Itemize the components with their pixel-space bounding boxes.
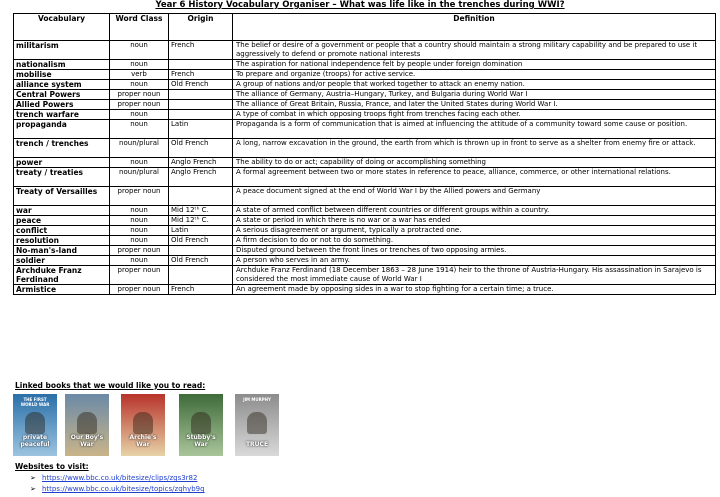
word-class-cell: noun (110, 110, 169, 120)
origin-cell: Old French (169, 80, 233, 90)
definition-cell: A state of armed conflict between different countries or different groups within a country. (233, 206, 716, 216)
origin-cell (169, 246, 233, 256)
word-class-cell: proper noun (110, 100, 169, 110)
vocabulary-term: propaganda (14, 120, 110, 139)
origin-cell (169, 266, 233, 285)
word-class-cell: proper noun (110, 285, 169, 295)
vocabulary-term: trench / trenches (14, 139, 110, 158)
definition-cell: A serious disagreement or argument, typically a protracted one. (233, 226, 716, 236)
origin-cell (169, 90, 233, 100)
definition-cell: The aspiration for national independence felt by people under foreign domination (233, 60, 716, 70)
book-author-text: JIM MURPHY (243, 397, 271, 402)
definition-cell: A firm decision to do or not to do something. (233, 236, 716, 246)
table-row (14, 216, 716, 226)
definition-cell: The alliance of Germany, Austria–Hungary, Turkey, and Bulgaria during World War I (233, 90, 716, 100)
origin-cell (169, 60, 233, 70)
book-cover[interactable] (65, 394, 109, 456)
table-row (14, 139, 716, 158)
table-row (14, 41, 716, 60)
books-heading: Linked books that we would like you to read: (15, 381, 206, 390)
book-illustration (77, 412, 97, 434)
table-row (14, 168, 716, 187)
arrow-bullet-icon: ➢ (30, 474, 36, 482)
book-cover[interactable] (13, 394, 57, 456)
website-list-item (30, 484, 205, 495)
table-row (14, 246, 716, 256)
definition-cell: Archduke Franz Ferdinand (18 December 1863 – 28 June 1914) heir to the throne of Austria-Hungary. His assassination in Sarajevo is considered the most immediate cause of World War I (233, 266, 716, 285)
vocabulary-rows (14, 41, 716, 295)
origin-cell: Latin (169, 120, 233, 139)
definition-cell: A state or period in which there is no war or a war has ended (233, 216, 716, 226)
origin-cell (169, 187, 233, 206)
website-links (30, 473, 205, 495)
book-illustration (247, 412, 267, 434)
word-class-cell: noun (110, 216, 169, 226)
table-row (14, 100, 716, 110)
word-class-cell: noun (110, 120, 169, 139)
definition-cell: To prepare and organize (troops) for active service. (233, 70, 716, 80)
table-row (14, 90, 716, 100)
word-class-cell: noun (110, 80, 169, 90)
vocabulary-term: soldier (14, 256, 110, 266)
table-row (14, 60, 716, 70)
origin-cell: French (169, 70, 233, 80)
vocabulary-term: conflict (14, 226, 110, 236)
table-row (14, 285, 716, 295)
word-class-cell: noun/plural (110, 139, 169, 158)
definition-cell: An agreement made by opposing sides in a war to stop fighting for a certain time; a truce. (233, 285, 716, 295)
definition-cell: A type of combat in which opposing troops fight from trenches facing each other. (233, 110, 716, 120)
vocabulary-term: nationalism (14, 60, 110, 70)
word-class-cell: noun/plural (110, 168, 169, 187)
vocabulary-term: militarism (14, 41, 110, 60)
vocabulary-term: Central Powers (14, 90, 110, 100)
table-row (14, 70, 716, 80)
word-class-cell: noun (110, 158, 169, 168)
vocabulary-term: treaty / treaties (14, 168, 110, 187)
vocabulary-term: Allied Powers (14, 100, 110, 110)
word-class-cell: noun (110, 60, 169, 70)
vocabulary-term: peace (14, 216, 110, 226)
origin-cell: French (169, 41, 233, 60)
vocabulary-term: Archduke Franz Ferdinand (14, 266, 110, 285)
vocabulary-term: Treaty of Versailles (14, 187, 110, 206)
word-class-cell: verb (110, 70, 169, 80)
vocabulary-term: alliance system (14, 80, 110, 90)
table-row (14, 266, 716, 285)
definition-cell: Propaganda is a form of communication that is aimed at influencing the attitude of a community toward some cause or position. (233, 120, 716, 139)
page-title: Year 6 History Vocabulary Organiser – What was life like in the trenches during WWI? (155, 0, 565, 10)
vocabulary-term: Armistice (14, 285, 110, 295)
table-row (14, 80, 716, 90)
arrow-bullet-icon: ➢ (30, 485, 36, 493)
origin-cell (169, 110, 233, 120)
vocabulary-term: power (14, 158, 110, 168)
word-class-cell: proper noun (110, 187, 169, 206)
table-row (14, 120, 716, 139)
vocabulary-term: war (14, 206, 110, 216)
word-class-cell: noun (110, 256, 169, 266)
vocabulary-term: trench warfare (14, 110, 110, 120)
origin-cell: Anglo French (169, 158, 233, 168)
origin-cell: Mid 12ᵗʰ C. (169, 206, 233, 216)
word-class-cell: noun (110, 41, 169, 60)
websites-heading: Websites to visit: (15, 462, 89, 471)
origin-cell: Old French (169, 256, 233, 266)
book-title-text: Our Boy's War (70, 434, 104, 448)
origin-cell: Mid 12ᵗʰ C. (169, 216, 233, 226)
origin-cell: French (169, 285, 233, 295)
book-illustration (191, 412, 211, 434)
origin-cell: Old French (169, 236, 233, 246)
table-row (14, 158, 716, 168)
book-cover[interactable] (121, 394, 165, 456)
word-class-cell: proper noun (110, 246, 169, 256)
word-class-cell: proper noun (110, 90, 169, 100)
vocabulary-term: resolution (14, 236, 110, 246)
column-header-vocabulary: Vocabulary (14, 14, 110, 41)
origin-cell (169, 100, 233, 110)
vocabulary-term: No-man's-land (14, 246, 110, 256)
origin-cell: Latin (169, 226, 233, 236)
definition-cell: A formal agreement between two or more states in reference to peace, alliance, commerce, or other international relations. (233, 168, 716, 187)
column-header-word-class: Word Class (110, 14, 169, 41)
table-row (14, 187, 716, 206)
book-illustration (25, 412, 45, 434)
definition-cell: A peace document signed at the end of World War I by the Allied powers and Germany (233, 187, 716, 206)
column-header-definition: Definition (233, 14, 716, 41)
website-list-item (30, 473, 205, 484)
definition-cell: A person who serves in an army. (233, 256, 716, 266)
table-row (14, 206, 716, 216)
word-class-cell: noun (110, 206, 169, 216)
column-header-origin: Origin (169, 14, 233, 41)
definition-cell: A long, narrow excavation in the ground, the earth from which is thrown up in front to serve as a shelter from enemy fire or attack. (233, 139, 716, 158)
table-row (14, 226, 716, 236)
book-title-text: private peaceful (20, 434, 50, 448)
book-title-text: Stubby's War (186, 434, 216, 448)
book-cover[interactable] (235, 394, 279, 456)
book-cover[interactable] (179, 394, 223, 456)
book-author-text: THE FIRST WORLD WAR (20, 397, 50, 407)
table-row (14, 256, 716, 266)
definition-cell: Disputed ground between the front lines or trenches of two opposing armies. (233, 246, 716, 256)
table-row (14, 110, 716, 120)
website-link[interactable]: https://www.bbc.co.uk/bitesize/clips/zgs3r82 (42, 474, 198, 482)
word-class-cell: noun (110, 226, 169, 236)
book-illustration (133, 412, 153, 434)
definition-cell: The alliance of Great Britain, Russia, France, and later the United States during World War I. (233, 100, 716, 110)
definition-cell: A group of nations and/or people that worked together to attack an enemy nation. (233, 80, 716, 90)
origin-cell: Old French (169, 139, 233, 158)
definition-cell: The ability to do or act; capability of doing or accomplishing something (233, 158, 716, 168)
definition-cell: The belief or desire of a government or people that a country should maintain a strong military capability and be prepared to use it aggressively to defend or promote national interests (233, 41, 716, 60)
word-class-cell: proper noun (110, 266, 169, 285)
book-title-text: TRUCE (245, 441, 269, 448)
vocabulary-table (13, 13, 716, 295)
origin-cell: Anglo French (169, 168, 233, 187)
book-title-text: Archie's War (129, 434, 157, 448)
word-class-cell: noun (110, 236, 169, 246)
vocabulary-term: mobilise (14, 70, 110, 80)
table-row (14, 236, 716, 246)
website-link[interactable]: https://www.bbc.co.uk/bitesize/topics/zqhyb9q (42, 485, 205, 493)
